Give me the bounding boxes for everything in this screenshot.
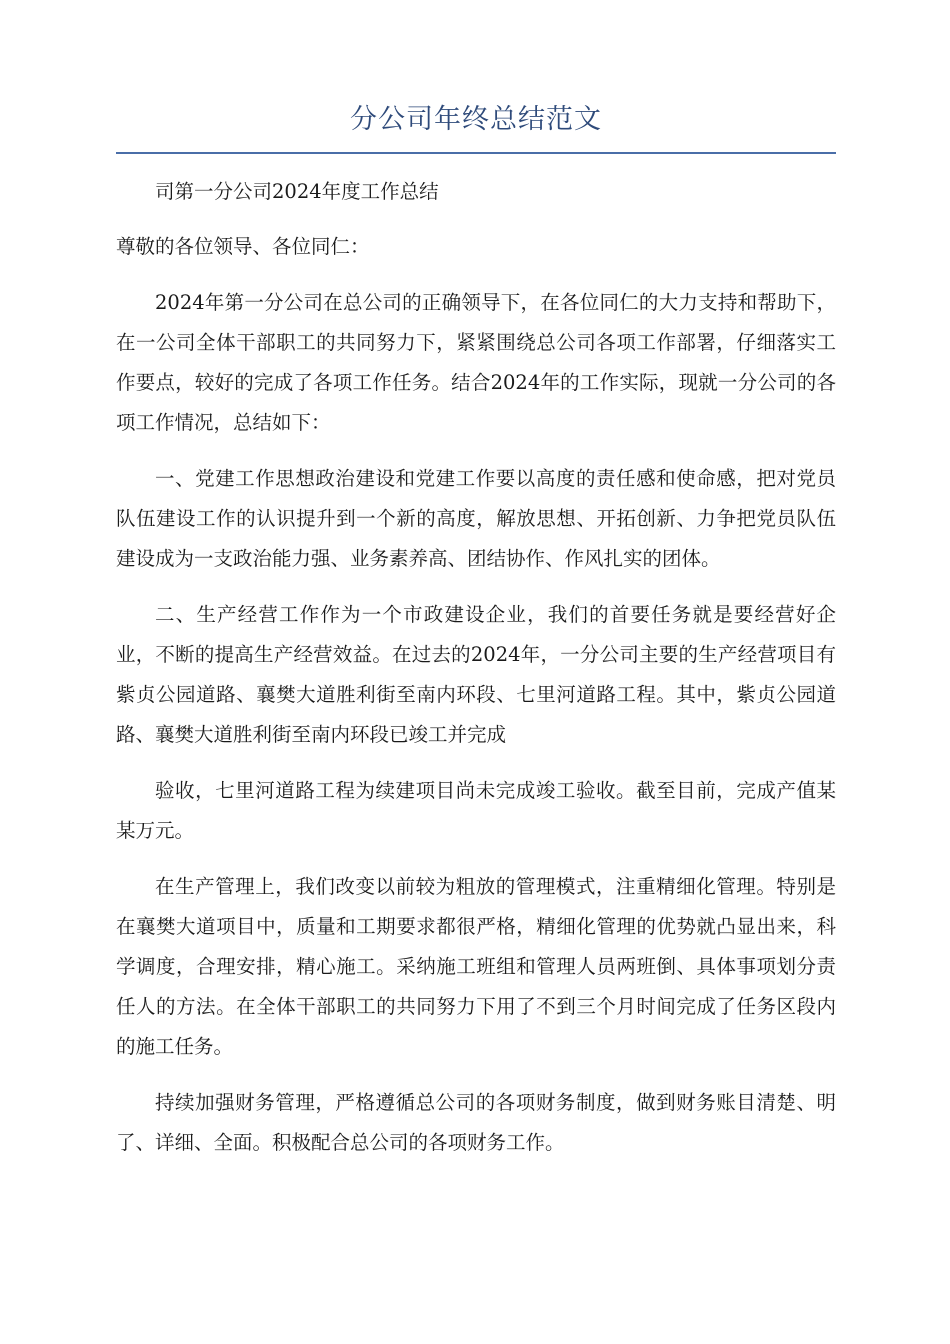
paragraph-party-building: 一、党建工作思想政治建设和党建工作要以高度的责任感和使命感，把对党员队伍建设工作的认识提升到一个新的高度，解放思想、开拓创新、力争把党员队伍建设成为一支政治能力强、业务素养高、团结协作、作风扎实的团体。	[116, 467, 836, 570]
document-page	[116, 100, 836, 1163]
greeting: 尊敬的各位领导、各位同仁：	[116, 235, 370, 258]
document-subtitle: 司第一分公司2024年度工作总结	[155, 180, 439, 203]
paragraph-production-continued: 验收，七里河道路工程为续建项目尚未完成竣工验收。截至目前，完成产值某某万元。	[116, 779, 836, 842]
document-title: 分公司年终总结范文	[350, 104, 602, 135]
paragraph-management: 在生产管理上，我们改变以前较为粗放的管理模式，注重精细化管理。特别是在襄樊大道项目中，质量和工期要求都很严格，精细化管理的优势就凸显出来，科学调度，合理安排，精心施工。采纳施工班组和管理人员两班倒、具体事项划分责任人的方法。在全体干部职工的共同努力下用了不到三个月时间完成了任务区段内的施工任务。	[116, 875, 836, 1058]
paragraph-finance: 持续加强财务管理，严格遵循总公司的各项财务制度，做到财务账目清楚、明了、详细、全面。积极配合总公司的各项财务工作。	[116, 1091, 836, 1154]
title-underline	[116, 152, 836, 154]
paragraph-intro: 2024年第一分公司在总公司的正确领导下，在各位同仁的大力支持和帮助下，在一公司全体干部职工的共同努力下，紧紧围绕总公司各项工作部署，仔细落实工作要点，较好的完成了各项工作任务。结合2024年的工作实际，现就一分公司的各项工作情况，总结如下：	[116, 291, 836, 434]
paragraph-production: 二、生产经营工作作为一个市政建设企业，我们的首要任务就是要经营好企业，不断的提高生产经营效益。在过去的2024年，一分公司主要的生产经营项目有紫贞公园道路、襄樊大道胜利街至南内环段、七里河道路工程。其中，紫贞公园道路、襄樊大道胜利街至南内环段已竣工并完成	[116, 603, 836, 746]
